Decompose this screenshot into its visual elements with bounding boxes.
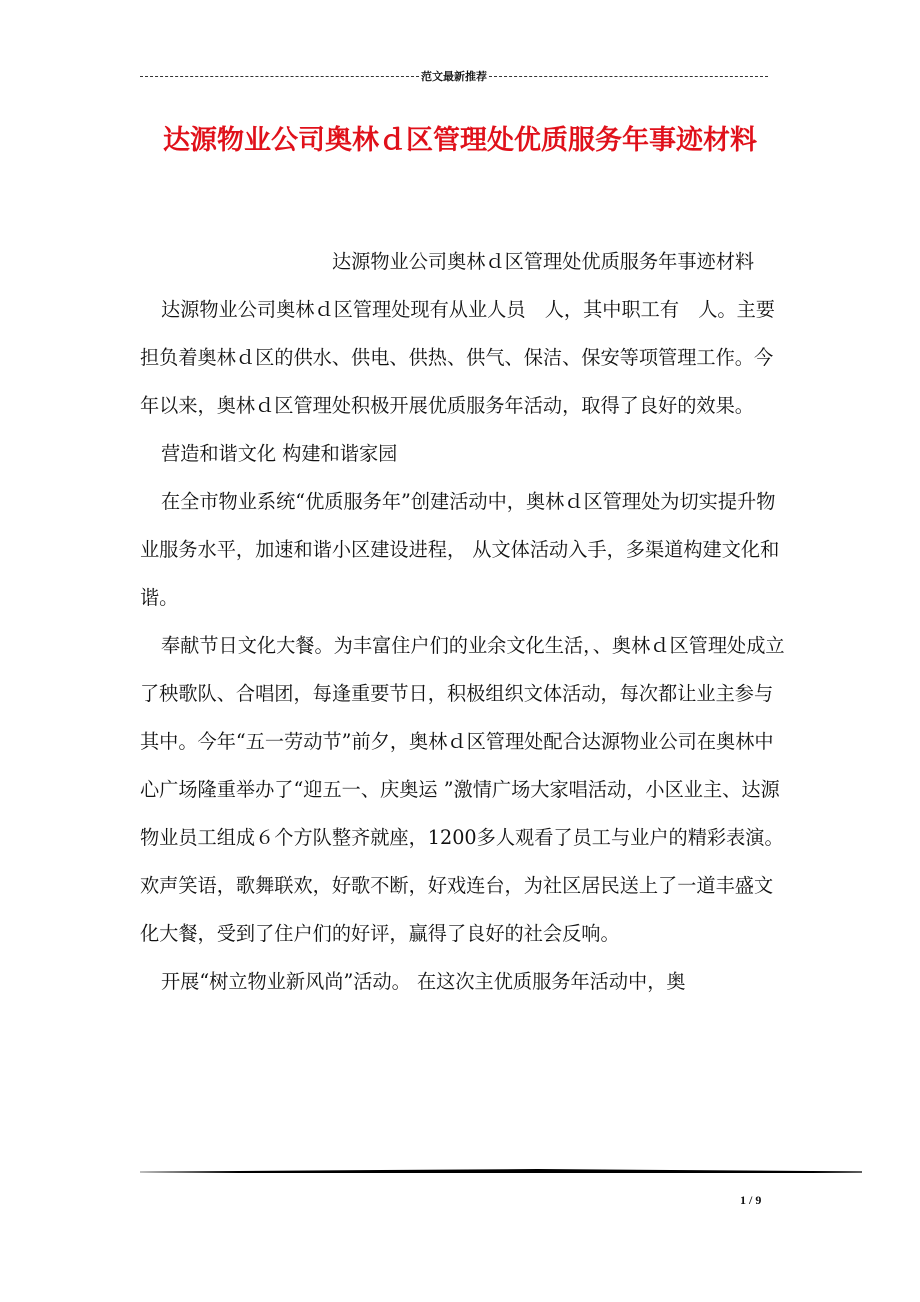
header-rule <box>140 68 768 84</box>
paragraph: 开展“树立物业新风尚”活动。 在这次主优质服务年活动中，奥 <box>161 970 686 993</box>
document-body <box>140 238 792 1006</box>
header-dash-left <box>140 76 419 77</box>
page-number: 1 / 9 <box>740 1193 762 1207</box>
header-label: 范文最新推荐 <box>421 71 487 83</box>
document-subtitle: 达源物业公司奥林ｄ区管理处优质服务年事迹材料 <box>332 250 755 273</box>
paragraph: 在全市物业系统“优质服务年”创建活动中，奥林ｄ区管理处为切实提升物业服务水平，加速和谐小区建设进程， 从文体活动入手，多渠道构建文化和谐。 <box>140 490 780 609</box>
paragraph: 奉献节日文化大餐。为丰富住户们的业余文化生活，、奥林ｄ区管理处成立了秧歌队、合唱团，每逢重要节日，积极组织文体活动，每次都让业主参与其中。今年“五一劳动节”前夕，奥林ｄ区管理处配合达源物业公司在奥林中心广场隆重举办了“迎五一、庆奥运 ”激情广场大家唱活动，小区业主、达源物业员工组成６个方队整齐就座，1200多人观看了员工与业户的精彩表演。欢声笑语，歌舞联欢，好歌不断，好戏连台，为社区居民送上了一道丰盛文化大餐，受到了住户们的好评，赢得了良好的社会反响。 <box>140 634 785 945</box>
paragraph: 达源物业公司奥林ｄ区管理处现有从业人员 人，其中职工有 人。主要担负着奥林ｄ区的供水、供电、供热、供气、保洁、保安等项管理工作。今年以来，奥林ｄ区管理处积极开展优质服务年活动，取得了良好的效果。 <box>140 298 775 417</box>
header-dash-right <box>489 76 768 77</box>
footer-divider <box>140 1169 862 1175</box>
document-title: 达源物业公司奥林ｄ区管理处优质服务年事迹材料 <box>163 125 757 156</box>
section-heading: 营造和谐文化 构建和谐家园 <box>161 442 398 465</box>
